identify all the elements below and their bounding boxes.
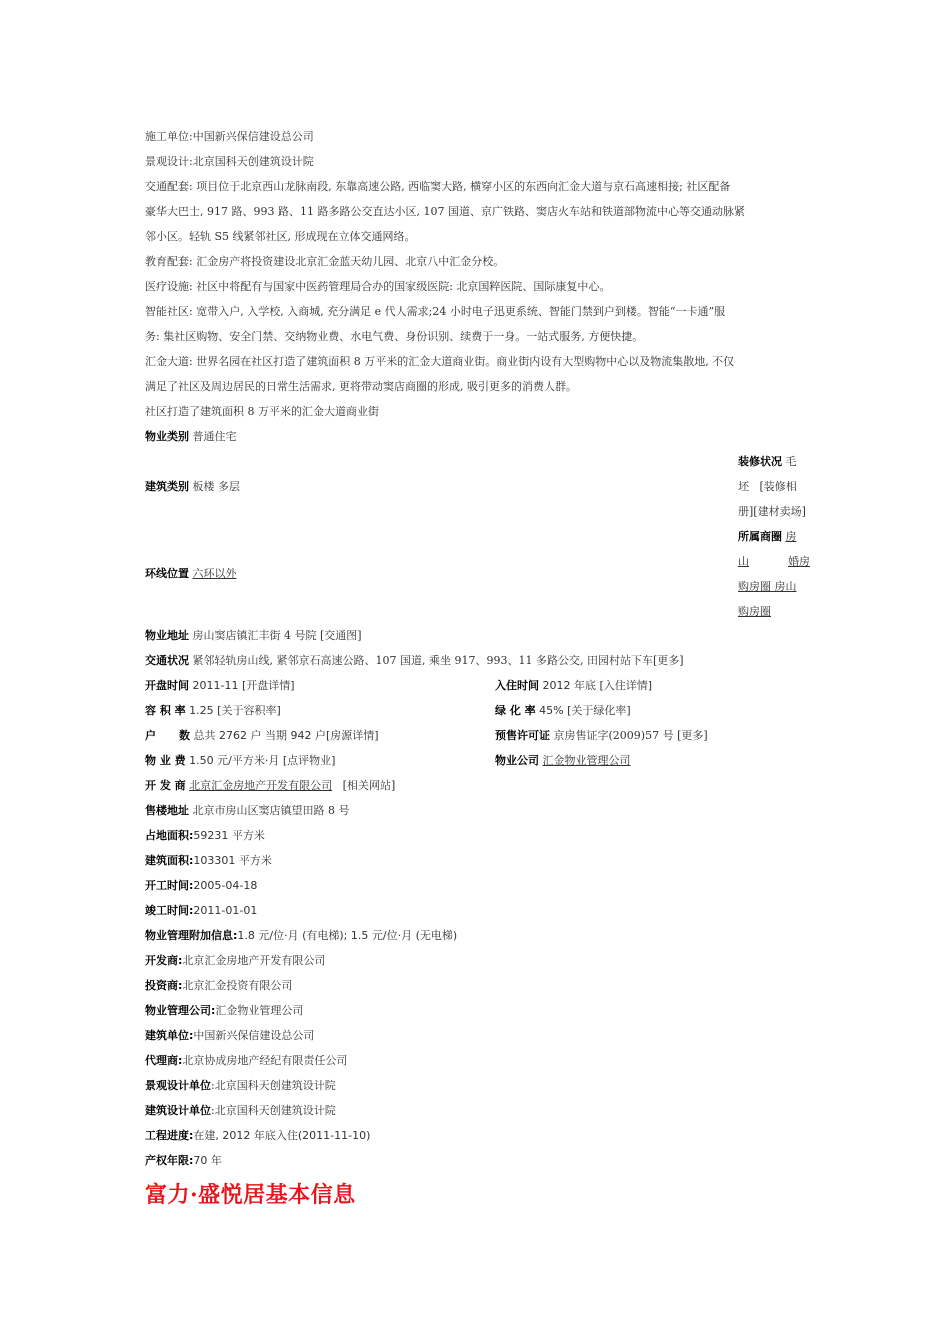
agent-value: 北京协成房地产经纪有限责任公司 [182, 1054, 348, 1067]
detail-row [145, 898, 745, 923]
builder-label: 建筑单位: [145, 1029, 194, 1042]
green-ratio-value: 45% [关于绿化率] [539, 704, 631, 717]
business-area-link[interactable]: 房 [785, 530, 797, 543]
info-row [145, 698, 745, 723]
detail-row [145, 1098, 745, 1123]
traffic-text-line-2: 豪华大巴士, 917 路、993 路、11 路多路公交直达小区, 107 国道、京广铁路、窦店火车站和铁道部物流中心等交通动脉紧 [145, 205, 745, 218]
decoration-value-cont: 坯 [738, 480, 749, 493]
property-type-label: 物业类别 [145, 430, 189, 443]
management-company-label: 物业管理公司: [145, 1004, 216, 1017]
construction-unit-text: 施工单位:中国新兴保信建设总公司 [145, 130, 314, 143]
plot-ratio-value: 1.25 [关于容积率] [189, 704, 281, 717]
move-in-label: 入住时间 [495, 679, 539, 692]
progress-label: 工程进度: [145, 1129, 194, 1142]
building-type-label: 建筑类别 [145, 480, 189, 493]
property-fee-value: 1.50 元/平方米·月 [点评物业] [189, 754, 336, 767]
ring-location-row [145, 561, 745, 586]
business-area-label: 所属商圈 [738, 530, 782, 543]
smart-community-line-1: 智能社区: 宽带入户, 入学校, 入商城, 充分满足 e 代人需求;24 小时电子迅更系统、智能门禁到户到楼。智能“一卡通”服 [145, 305, 726, 318]
developer-label: 开 发 商 [145, 779, 186, 792]
property-fee-label: 物 业 费 [145, 754, 186, 767]
plot-ratio-label: 容 积 率 [145, 704, 186, 717]
address-row [145, 623, 745, 648]
developer-detail-label: 开发商: [145, 954, 183, 967]
property-type-row [145, 424, 745, 449]
decoration-block [738, 449, 810, 624]
developer-link[interactable]: 北京汇金房地产开发有限公司 [189, 779, 333, 792]
commercial-street-text: 社区打造了建筑面积 8 万平米的汇金大道商业街 [145, 405, 379, 418]
agent-label: 代理商: [145, 1054, 183, 1067]
traffic-text-line-3: 邻小区。轻轨 S5 线紧邻社区, 形成现在立体交通网络。 [145, 230, 416, 243]
management-company-value: 汇金物业管理公司 [215, 1004, 304, 1017]
architecture-unit-label: 建筑设计单位 [145, 1104, 211, 1117]
info-row [145, 723, 745, 748]
presale-license-value: 京房售证字(2009)57 号 [更多] [553, 729, 708, 742]
open-time-label: 开盘时间 [145, 679, 189, 692]
households-label: 户 数 [145, 729, 190, 742]
detail-row [145, 1123, 745, 1148]
traffic-label: 交通状况 [145, 654, 189, 667]
start-date-value: 2005-04-18 [193, 879, 258, 892]
ring-location-label: 环线位置 [145, 567, 189, 580]
traffic-text-line-1: 交通配套: 项目位于北京西山龙脉南段, 东靠高速公路, 西临窦大路, 横穿小区的东西向汇金大道与京石高速相接; 社区配备 [145, 180, 731, 193]
smart-community-line-2: 务: 集社区购物、安全门禁、交纳物业费、水电气费、身份识别、续费于一身。一站式服务, 方便快捷。 [145, 330, 644, 343]
related-site-link[interactable]: [相关网站] [335, 779, 396, 792]
management-extra-value: 1.8 元/位·月 (有电梯); 1.5 元/位·月 (无电梯) [237, 929, 458, 942]
completion-date-label: 竣工时间: [145, 904, 194, 917]
detail-row [145, 973, 745, 998]
property-rights-label: 产权年限: [145, 1154, 194, 1167]
decoration-album-link[interactable]: [装修相 [759, 480, 797, 493]
detail-row [145, 1073, 745, 1098]
info-row [145, 673, 745, 698]
ring-location-link[interactable]: 六环以外 [192, 567, 237, 580]
info-row [145, 748, 745, 773]
detail-row [145, 1023, 745, 1048]
landscape-unit-value: :北京国科天创建筑设计院 [211, 1079, 336, 1092]
traffic-value: 紧邻轻轨房山线, 紧邻京石高速公路、107 国道, 乘坐 917、993、11 多路公交, 田园村站下车[更多] [192, 654, 684, 667]
presale-license-label: 预售许可证 [495, 729, 550, 742]
land-area-value: 59231 平方米 [193, 829, 265, 842]
business-area-link-cont[interactable]: 山 [738, 555, 749, 568]
building-type-row [145, 474, 745, 499]
detail-row [145, 1048, 745, 1073]
medical-text: 医疗设施: 社区中将配有与国家中医药管理局合办的国家级医院: 北京国粹医院、国际康复中心。 [145, 280, 611, 293]
detail-row [145, 823, 745, 848]
building-area-label: 建筑面积: [145, 854, 194, 867]
building-materials-link[interactable]: 册][建材卖场] [738, 505, 806, 518]
decoration-value: 毛 [785, 455, 797, 468]
sales-address-value: 北京市房山区窦店镇望田路 8 号 [192, 804, 350, 817]
education-text: 教育配套: 汇金房产将投资建设北京汇金蓝天幼儿园、北京八中汇金分校。 [145, 255, 505, 268]
management-extra-label: 物业管理附加信息: [145, 929, 238, 942]
building-area-value: 103301 平方米 [193, 854, 272, 867]
architecture-unit-value: :北京国科天创建筑设计院 [211, 1104, 336, 1117]
building-type-value: 板楼 多层 [192, 480, 240, 493]
detail-row [145, 998, 745, 1023]
builder-value: 中国新兴保信建设总公司 [193, 1029, 315, 1042]
property-company-label: 物业公司 [495, 754, 539, 767]
property-type-value: 普通住宅 [192, 430, 237, 443]
progress-value: 在建, 2012 年底入住(2011-11-10) [193, 1129, 371, 1142]
green-ratio-label: 绿 化 率 [495, 704, 536, 717]
move-in-value: 2012 年底 [入住详情] [542, 679, 653, 692]
investor-value: 北京汇金投资有限公司 [182, 979, 293, 992]
document-body [145, 124, 745, 1173]
detail-row [145, 848, 745, 873]
open-time-value: 2011-11 [开盘详情] [192, 679, 295, 692]
land-area-label: 占地面积: [145, 829, 194, 842]
address-value: 房山窦店镇汇丰街 4 号院 [交通图] [192, 629, 362, 642]
landscape-unit-label: 景观设计单位 [145, 1079, 211, 1092]
buy-house-circle-link-2[interactable]: 购房圈 [738, 605, 771, 618]
households-value: 总共 2762 户 当期 942 户[房源详情] [193, 729, 379, 742]
property-rights-value: 70 年 [193, 1154, 222, 1167]
detail-row [145, 1148, 745, 1173]
huijin-avenue-line-2: 满足了社区及周边居民的日常生活需求, 更将带动窦店商圈的形成, 吸引更多的消费人群。 [145, 380, 577, 393]
sales-address-label: 售楼地址 [145, 804, 189, 817]
sales-address-row [145, 798, 745, 823]
traffic-row [145, 648, 745, 673]
landscape-design-text: 景观设计:北京国科天创建筑设计院 [145, 155, 314, 168]
property-company-link[interactable]: 汇金物业管理公司 [542, 754, 631, 767]
developer-row [145, 773, 745, 798]
detail-row [145, 948, 745, 973]
huijin-avenue-line-1: 汇金大道: 世界名园在社区打造了建筑面积 8 万平米的汇金大道商业街。商业街内设有大型购物中心以及物流集散地, 不仅 [145, 355, 735, 368]
address-label: 物业地址 [145, 629, 189, 642]
developer-detail-value: 北京汇金房地产开发有限公司 [182, 954, 326, 967]
detail-row [145, 873, 745, 898]
section-title: 富力·盛悦居基本信息 [145, 1182, 356, 1208]
completion-date-value: 2011-01-01 [193, 904, 258, 917]
buy-house-circle-link[interactable]: 购房圈 房山 [738, 580, 797, 593]
decoration-label: 装修状况 [738, 455, 782, 468]
investor-label: 投资商: [145, 979, 183, 992]
wedding-house-link[interactable]: 婚房 [788, 555, 810, 568]
detail-row [145, 923, 745, 948]
start-date-label: 开工时间: [145, 879, 194, 892]
